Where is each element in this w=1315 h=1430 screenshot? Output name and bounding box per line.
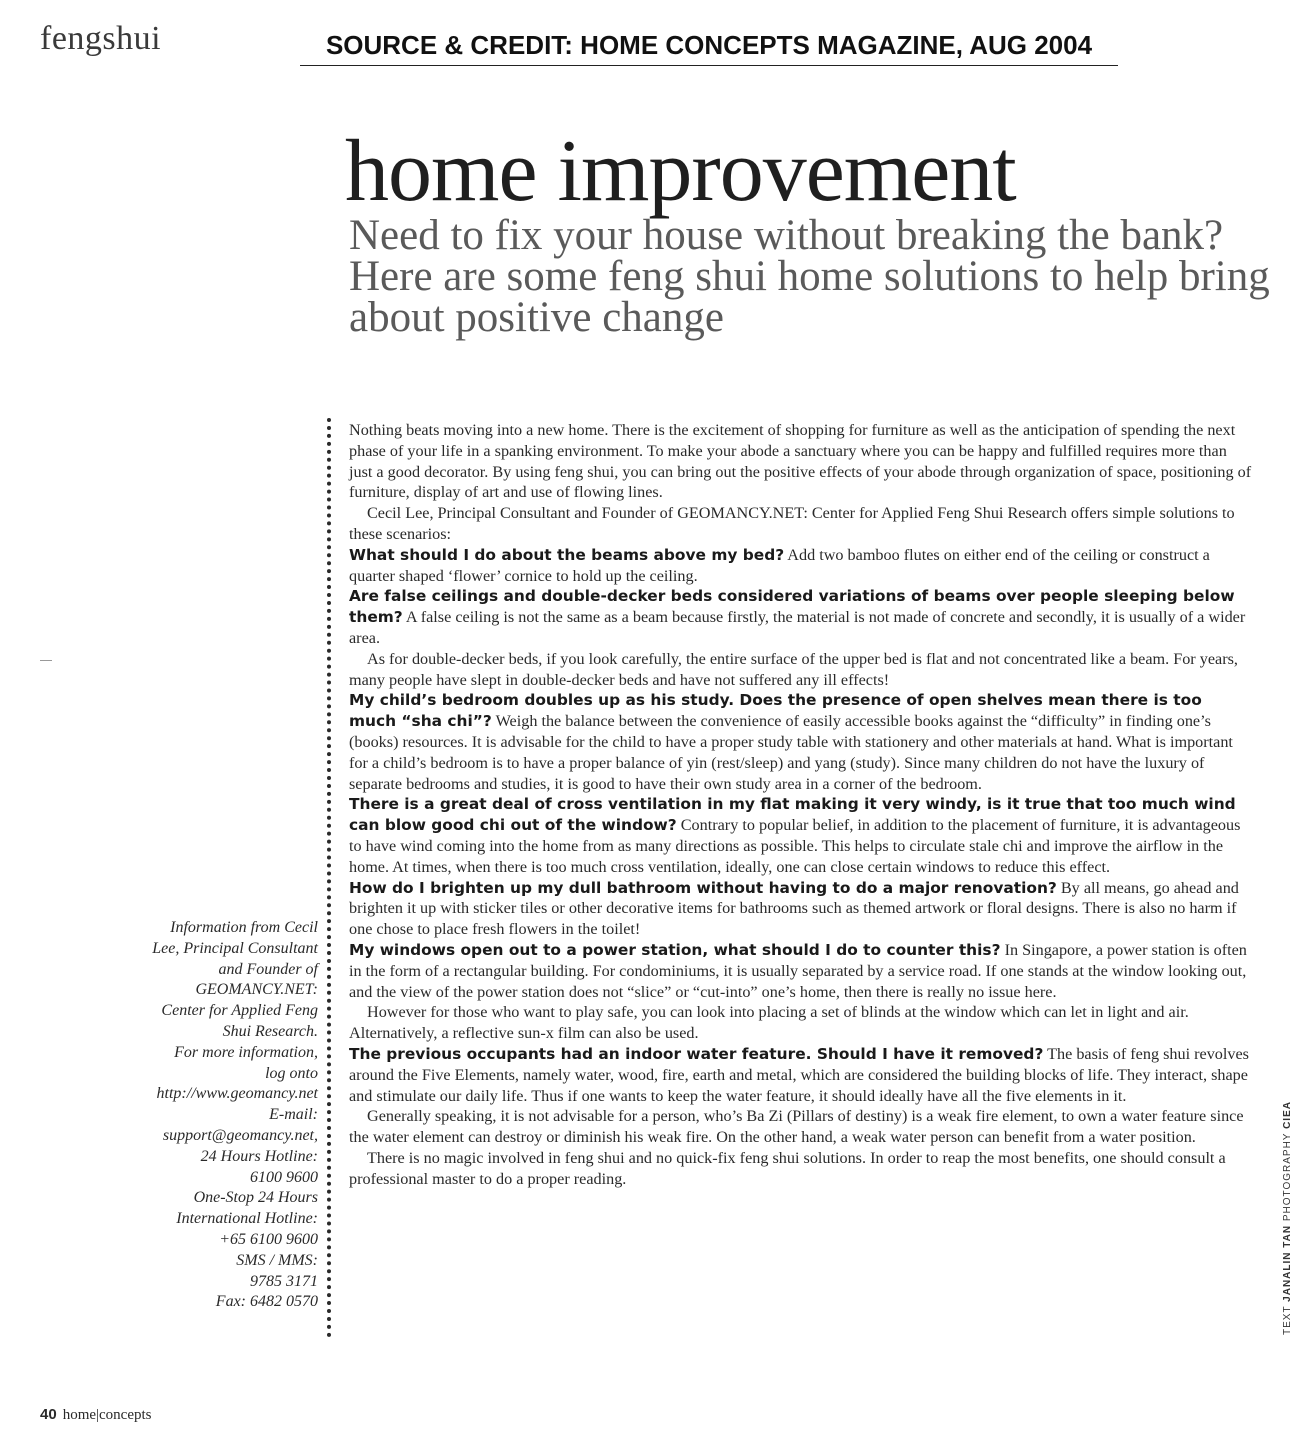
page-subtitle: Need to fix your house without breaking the bank? Here are some feng shui home solutions to help bring about positive change [349, 212, 1270, 341]
answer: A false ceiling is not the same as a beam because firstly, the material is not made of concrete and secondly, it is usually of a wider area. [349, 608, 1246, 647]
dotted-divider [327, 418, 331, 1338]
sidebar-line: Information from Cecil [170, 919, 318, 936]
answer: Contrary to popular belief, in addition to the placement of furniture, it is advantageous to have wind coming into the home from as many directions as possible. This helps to circulate stale chi and improve the airflow in the home. At times, when there is too much cross ventilation, ideally, one can close certain windows to reduce this effect. [349, 816, 1241, 876]
sidebar-line: GEOMANCY.NET: [195, 981, 318, 999]
article-paragraph: There is no magic involved in feng shui and no quick-fix feng shui solutions. In order to reap the most benefits, one should consult a professional master to do a proper reading. [349, 1148, 1226, 1188]
qa-item [349, 878, 1253, 940]
question: My child’s bedroom doubles up as his study. Does the presence of open shelves mean there is too much “sha chi”? [349, 691, 1202, 731]
credit-photographer: CIEA [1282, 1101, 1293, 1129]
article-paragraph: Nothing beats moving into a new home. There is the excitement of shopping for furniture as well as the anticipation of spending the next phase of your life in a spanking environment. To make your abode a sanctuary where you can be happy and fulfilled requires more than just a good decorator. By using feng shui, you can bring out the positive effects of your abode through organization of space, positioning of furniture, display of art and use of flowing lines. [349, 421, 1252, 502]
credit-text-label: TEXT [1282, 1301, 1293, 1335]
article-paragraph: Cecil Lee, Principal Consultant and Founder of GEOMANCY.NET: Center for Applied Feng Shui Research offers simple solutions to these scenarios: [349, 504, 1235, 543]
qa-item [349, 940, 1253, 1002]
sidebar-line: 24 Hours Hotline: [200, 1147, 318, 1165]
source-credit: SOURCE & CREDIT: HOME CONCEPTS MAGAZINE, AUG 2004 [300, 30, 1118, 66]
sidebar-line: 6100 9600 [250, 1168, 318, 1186]
sidebar-line: Lee, Principal Consultant [152, 939, 318, 957]
qa-item [349, 1044, 1253, 1106]
qa-item [349, 794, 1253, 877]
question: The previous occupants had an indoor water feature. Should I have it removed? [349, 1044, 1044, 1063]
sidebar-line: Center for Applied Feng [161, 1002, 318, 1020]
page-title: home improvement [345, 123, 1016, 220]
answer: By all means, go ahead and brighten it up with sticker tiles or other decorative items for bathrooms such as themed artwork or floral designs. There is also no harm if one chose to place fresh flowers in the toilet! [349, 878, 1239, 939]
credit-photo-label: PHOTOGRAPHY [1282, 1128, 1293, 1225]
page-number: 40 [40, 1406, 57, 1423]
section-label: fengshui [40, 20, 162, 57]
article-paragraph: Generally speaking, it is not advisable for a person, who’s Ba Zi (Pillars of destiny) is a weak fire element, to own a water feature since the water element can destroy or diminish his weak fire. On the other hand, a weak water person can benefit from a water position. [349, 1107, 1244, 1147]
sidebar-line: and Founder of [218, 960, 318, 978]
credit-writer: JANALIN TAN [1282, 1224, 1293, 1302]
qa-item [349, 690, 1253, 794]
question: What should I do about the beams above my bed? [349, 545, 785, 564]
sidebar-email: support@geomancy.net, [162, 1126, 318, 1144]
photo-credit [1282, 1101, 1293, 1335]
question: Are false ceilings and double-decker beds considered variations of beams over people sleeping below them? [349, 587, 1235, 627]
sidebar-info [110, 918, 318, 1313]
answer: The basis of feng shui revolves around the Five Elements, namely water, wood, fire, earth and metal, which are considered the building blocks of life. They interact, shape and stimulate our daily life. Thus if one wants to keep the water feature, it should ideally have all the five elements in it. [349, 1044, 1249, 1105]
article-paragraph: However for those who want to play safe, you can look into placing a set of blinds at the window which can let in light and air. Alternatively, a reflective sun-x film can also be used. [349, 1003, 1189, 1043]
answer: Weigh the balance between the convenience of easily accessible books against the “difficulty” in finding one’s (books) resources. It is advisable for the child to have a proper study table with stationery and other materials at hand. What is important for a child’s bedroom is to have a proper balance of yin (rest/sleep) and yang (study). Since many children do not have the luxury of separate bedrooms and studies, it is good to have their own study area in a corner of the bedroom. [349, 712, 1233, 793]
question: There is a great deal of cross ventilation in my flat making it very windy, is it true that too much wind can blow good chi out of the window? [349, 795, 1236, 835]
answer: In Singapore, a power station is often in the form of a rectangular building. For condominiums, it is usually separated by a service road. If one stands at the window looking out, and the view of the power station does not “slice” or “cut-into” one’s home, then there is really no issue here. [349, 940, 1247, 1001]
sidebar-line: One-Stop 24 Hours [193, 1189, 318, 1207]
article-paragraph: As for double-decker beds, if you look carefully, the entire surface of the upper bed is flat and not concentrated like a beam. For years, many people have slept in double-decker beds and have not suffered any ill effects! [349, 649, 1238, 689]
sidebar-line: log onto [265, 1064, 318, 1082]
page-footer [40, 1406, 152, 1424]
magazine-name: home|concepts [62, 1407, 152, 1423]
sidebar-line: Fax: 6482 0570 [215, 1293, 318, 1311]
sidebar-line: +65 6100 9600 [219, 1230, 318, 1248]
qa-item [349, 586, 1253, 648]
article-body [349, 420, 1253, 1189]
question: My windows open out to a power station, what should I do to counter this? [349, 940, 1001, 959]
sidebar-line: Shui Research. [222, 1022, 318, 1040]
sidebar-line: E-mail: [269, 1106, 318, 1124]
margin-mark [40, 660, 52, 661]
sidebar-link: http://www.geomancy.net [156, 1085, 318, 1103]
sidebar-line: 9785 3171 [250, 1272, 318, 1290]
sidebar-line: For more information, [174, 1043, 318, 1061]
sidebar-line: International Hotline: [176, 1210, 318, 1228]
sidebar-line: SMS / MMS: [236, 1251, 318, 1269]
question: How do I brighten up my dull bathroom without having to do a major renovation? [349, 878, 1057, 897]
answer: Add two bamboo flutes on either end of the ceiling or construct a quarter shaped ‘flower’ cornice to hold up the ceiling. [349, 545, 1210, 585]
qa-item [349, 545, 1253, 587]
